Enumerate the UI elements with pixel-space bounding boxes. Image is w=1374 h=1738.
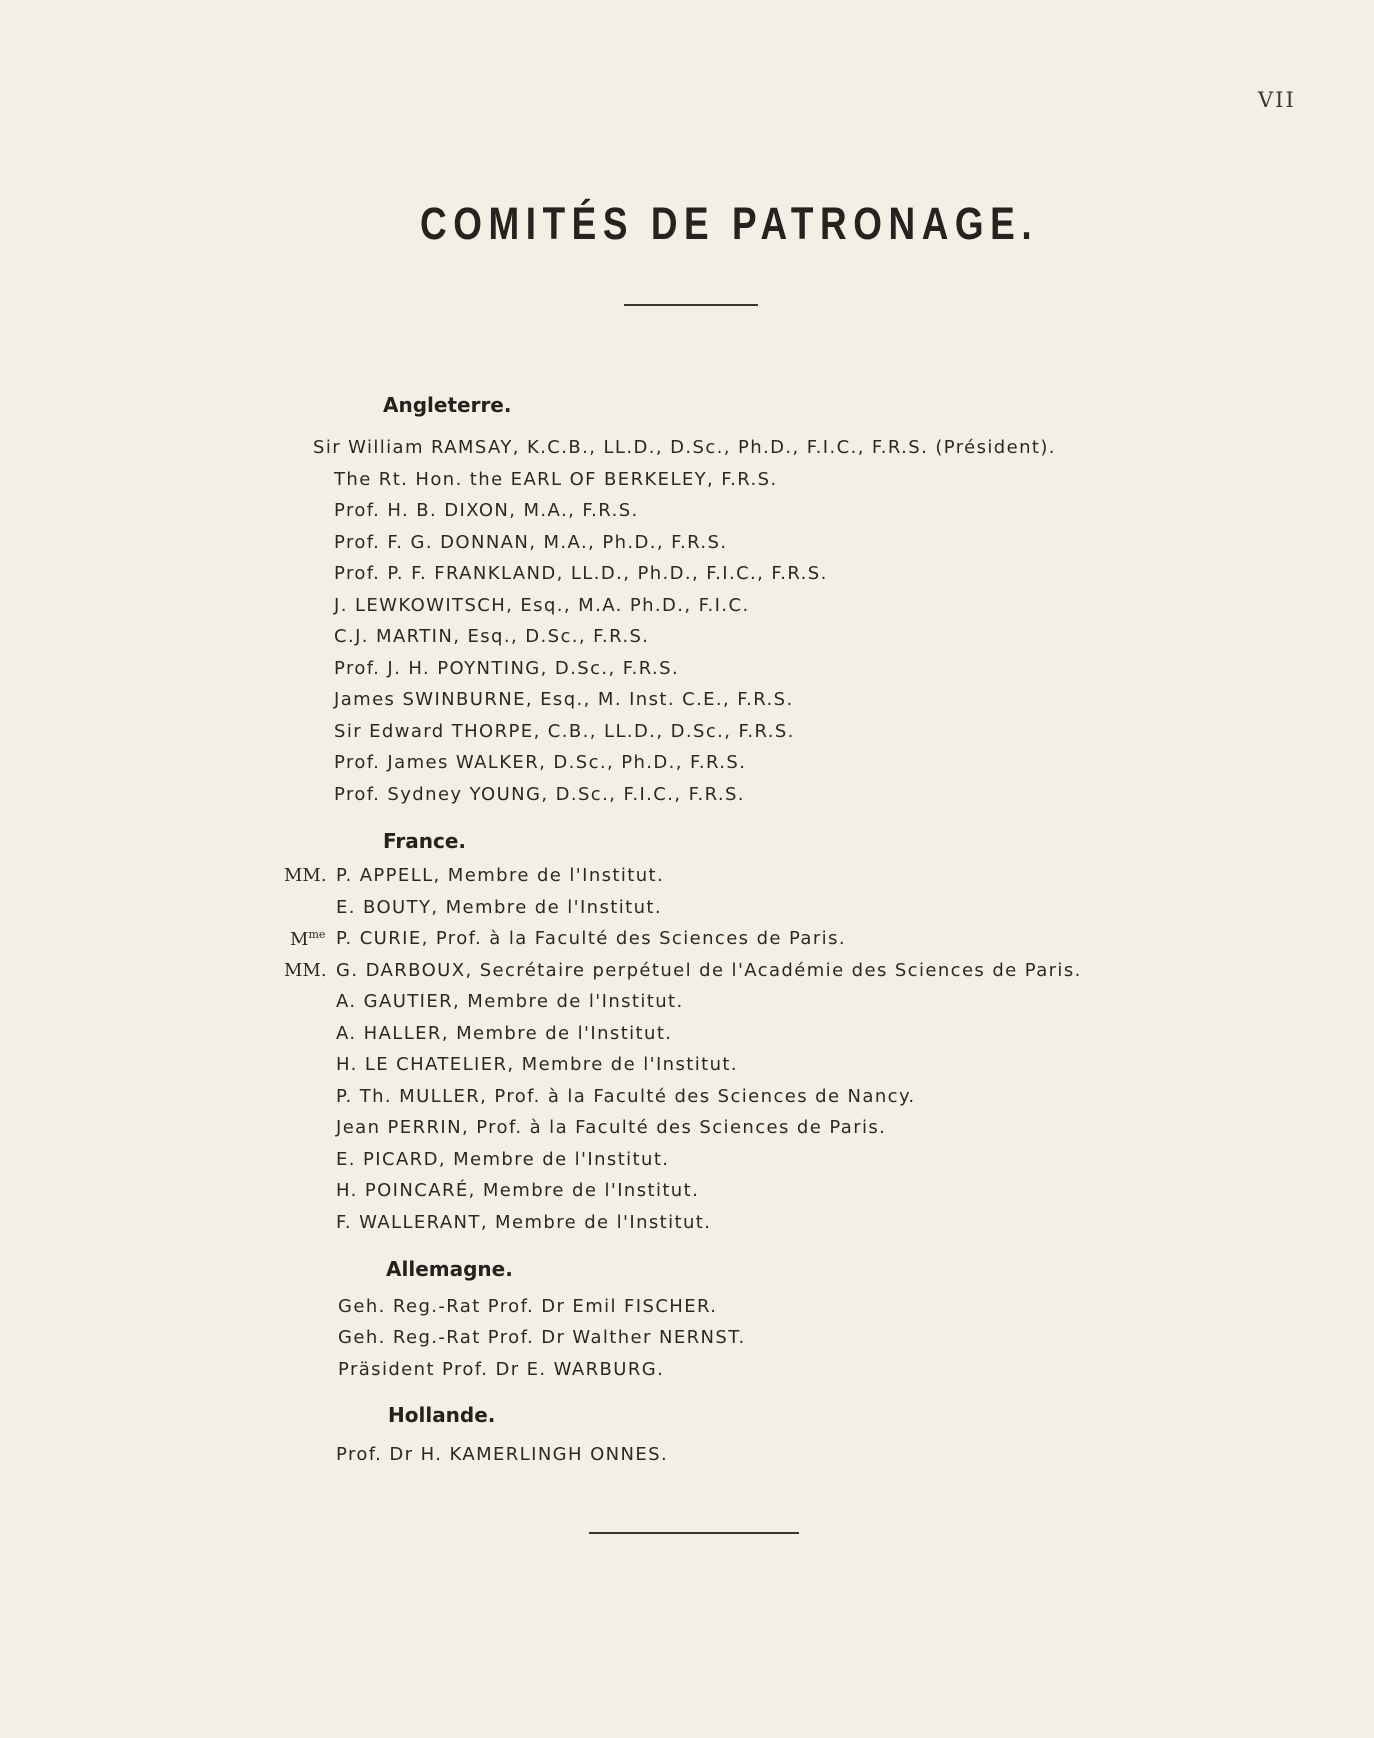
list-item: E. PICARD, Membre de l'Institut. xyxy=(336,1149,670,1170)
list-item: James SWINBURNE, Esq., M. Inst. C.E., F.R.S. xyxy=(334,689,794,710)
list-item: H. POINCARÉ, Membre de l'Institut. xyxy=(336,1180,700,1201)
section-heading-france: France. xyxy=(383,829,466,853)
list-item: The Rt. Hon. the EARL OF BERKELEY, F.R.S. xyxy=(334,469,778,490)
honorific-prefix: MM. xyxy=(284,960,327,981)
list-item: Jean PERRIN, Prof. à la Faculté des Sciences de Paris. xyxy=(336,1117,887,1138)
section-heading-allemagne: Allemagne. xyxy=(386,1257,513,1281)
list-item: G. DARBOUX, Secrétaire perpétuel de l'Académie des Sciences de Paris. xyxy=(336,960,1082,981)
title-divider xyxy=(624,304,758,306)
list-item: P. Th. MULLER, Prof. à la Faculté des Sciences de Nancy. xyxy=(336,1086,916,1107)
list-item: C.J. MARTIN, Esq., D.Sc., F.R.S. xyxy=(334,626,650,647)
list-item: Prof. H. B. DIXON, M.A., F.R.S. xyxy=(334,500,639,521)
list-item: P. CURIE, Prof. à la Faculté des Sciences de Paris. xyxy=(336,928,846,949)
list-item: F. WALLERANT, Membre de l'Institut. xyxy=(336,1212,712,1233)
list-item: Sir Edward THORPE, C.B., LL.D., D.Sc., F.R.S. xyxy=(334,721,795,742)
list-item: P. APPELL, Membre de l'Institut. xyxy=(336,865,665,886)
closing-divider xyxy=(589,1532,799,1534)
list-item: J. LEWKOWITSCH, Esq., M.A. Ph.D., F.I.C. xyxy=(334,595,750,616)
section-heading-angleterre: Angleterre. xyxy=(383,393,512,417)
list-item: Prof. J. H. POYNTING, D.Sc., F.R.S. xyxy=(334,658,680,679)
list-item: Geh. Reg.-Rat Prof. Dr Emil FISCHER. xyxy=(338,1296,718,1317)
list-item: Prof. James WALKER, D.Sc., Ph.D., F.R.S. xyxy=(334,752,747,773)
list-item: Prof. Sydney YOUNG, D.Sc., F.I.C., F.R.S. xyxy=(334,784,745,805)
list-item: Prof. P. F. FRANKLAND, LL.D., Ph.D., F.I.C., F.R.S. xyxy=(334,563,828,584)
list-item: Präsident Prof. Dr E. WARBURG. xyxy=(338,1359,665,1380)
section-heading-hollande: Hollande. xyxy=(388,1403,496,1427)
list-item: E. BOUTY, Membre de l'Institut. xyxy=(336,897,662,918)
list-item: A. HALLER, Membre de l'Institut. xyxy=(336,1023,673,1044)
page-number: VII xyxy=(1258,88,1296,112)
honorific-prefix: MM. xyxy=(284,865,327,886)
honorific-prefix: $M^{me}$ xyxy=(290,928,326,950)
list-item: Geh. Reg.-Rat Prof. Dr Walther NERNST. xyxy=(338,1327,746,1348)
list-item: Sir William RAMSAY, K.C.B., LL.D., D.Sc., Ph.D., F.I.C., F.R.S. (Président). xyxy=(313,437,1056,458)
list-item: Prof. Dr H. KAMERLINGH ONNES. xyxy=(336,1444,669,1465)
list-item: Prof. F. G. DONNAN, M.A., Ph.D., F.R.S. xyxy=(334,532,728,553)
page-title: COMITÉS DE PATRONAGE. xyxy=(420,198,1039,249)
list-item: A. GAUTIER, Membre de l'Institut. xyxy=(336,991,684,1012)
list-item: H. LE CHATELIER, Membre de l'Institut. xyxy=(336,1054,738,1075)
